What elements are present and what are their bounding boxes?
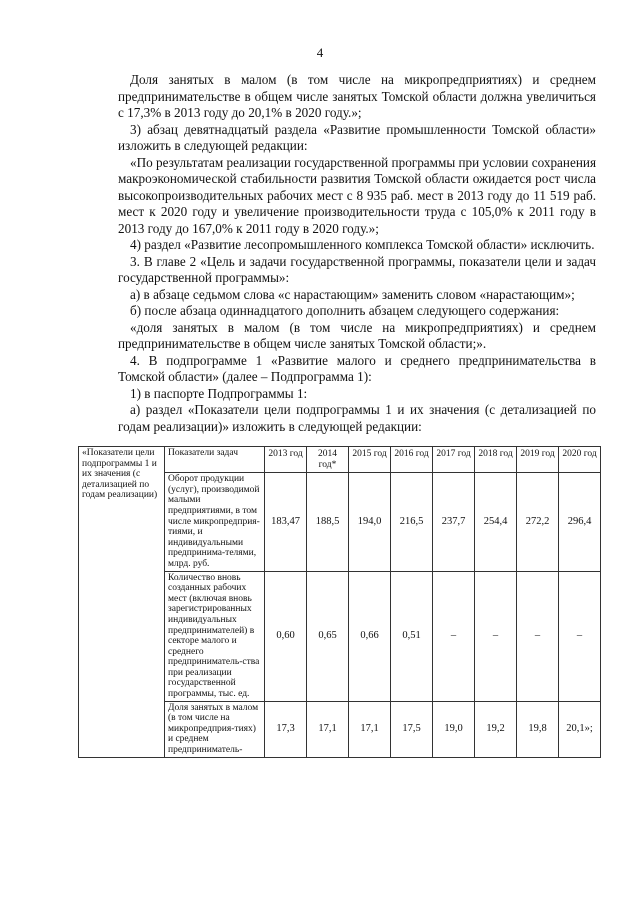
table-cell: 19,0 xyxy=(433,701,475,757)
year-header: 2019 год xyxy=(517,447,559,473)
table-cell: 17,3 xyxy=(265,701,307,757)
table-cell: 0,51 xyxy=(391,571,433,701)
table-cell: 254,4 xyxy=(475,473,517,571)
year-header: 2018 год xyxy=(475,447,517,473)
year-header: 2014 год* xyxy=(307,447,349,473)
year-header: 2016 год xyxy=(391,447,433,473)
year-header: 2017 год xyxy=(433,447,475,473)
year-header: 2013 год xyxy=(265,447,307,473)
table-cell: 17,1 xyxy=(307,701,349,757)
table-lead-label: «Показатели цели подпрограммы 1 и их значения (с детализацией по годам реализации) xyxy=(79,447,165,758)
paragraph: «По результатам реализации государственной программы при условии сохранения макроэкономической стабильности развития Томской области ожидается рост числа высокопроизводительных рабочих мест с 8 935 раб. мест в 2013 году до 11 519 раб. мест к 2020 году и увеличение производительности труда с 105,0% к 2011 году в 2013 году до 167,0% к 2011 году в 2020 году.»; xyxy=(118,154,597,236)
table-cell: 194,0 xyxy=(349,473,391,571)
paragraph: 4. В подпрограмме 1 «Развитие малого и среднего предпринимательства в Томской области» (далее – Подпрограмма 1): xyxy=(118,352,596,384)
table-cell: 296,4 xyxy=(559,473,601,571)
table-cell: 0,66 xyxy=(349,571,391,701)
table-cell: 272,2 xyxy=(517,473,559,571)
paragraph: а) раздел «Показатели цели подпрограммы 1 и их значения (с детализацией по годам реализации)» изложить в следующей редакции: xyxy=(118,402,596,434)
table-cell: 17,1 xyxy=(349,701,391,757)
paragraph: а) в абзаце седьмом слова «с нарастающим» заменить словом «нарастающим»; xyxy=(130,286,575,302)
year-header: 2020 год xyxy=(559,447,601,473)
page-number: 4 xyxy=(316,45,324,60)
table-cell: 237,7 xyxy=(433,473,475,571)
table-cell: 0,65 xyxy=(307,571,349,701)
table-cell: 0,60 xyxy=(265,571,307,701)
table-cell: – xyxy=(517,571,559,701)
row-label: Доля занятых в малом (в том числе на микропредприя-тиях) и среднем предприниматель- xyxy=(165,701,265,757)
task-header: Показатели задач xyxy=(165,447,265,473)
document-body xyxy=(118,72,596,435)
table-cell: 188,5 xyxy=(307,473,349,571)
table-cell: 17,5 xyxy=(391,701,433,757)
paragraph: 3. В главе 2 «Цель и задачи государственной программы, показатели цели и задач государственной программы»: xyxy=(118,253,596,285)
paragraph: 4) раздел «Развитие лесопромышленного комплекса Томской области» исключить. xyxy=(130,237,595,252)
table-cell: – xyxy=(475,571,517,701)
paragraph: б) после абзаца одиннадцатого дополнить абзацем следующего содержания: xyxy=(130,303,560,318)
table-cell: – xyxy=(433,571,475,701)
table-cell: 19,8 xyxy=(517,701,559,757)
table-cell: 19,2 xyxy=(475,701,517,757)
row-label: Количество вновь созданных рабочих мест (включая вновь зарегистрированных индивидуальных предпринимателей) в секторе малого и среднего предприниматель-ства при реализации государственной программы, тыс. ед. xyxy=(165,571,265,701)
paragraph: 1) в паспорте Подпрограммы 1: xyxy=(130,385,308,401)
table-cell: 216,5 xyxy=(391,473,433,571)
table-cell: 20,1»; xyxy=(559,701,601,757)
table-cell: 183,47 xyxy=(265,473,307,571)
year-header: 2015 год xyxy=(349,447,391,473)
paragraph: Доля занятых в малом (в том числе на микропредприятиях) и среднем предпринимательстве в общем числе занятых Томской области должна увеличиться с 17,3% в 2013 году до 20,1% в 2020 году.»; xyxy=(118,72,596,120)
paragraph: «доля занятых в малом (в том числе на микропредприятиях) и среднем предпринимательстве в общем числе занятых Томской области;». xyxy=(118,319,596,351)
table-cell: – xyxy=(559,571,601,701)
table-header-row xyxy=(79,447,601,473)
indicators-table xyxy=(78,446,601,758)
row-label: Оборот продукции (услуг), производимой малыми предприятиями, в том числе микропредприя-тиями, и индивидуальными предпринима-телями, млрд. руб. xyxy=(165,473,265,571)
paragraph: 3) абзац девятнадцатый раздела «Развитие промышленности Томской области» изложить в следующей редакции: xyxy=(118,121,596,153)
